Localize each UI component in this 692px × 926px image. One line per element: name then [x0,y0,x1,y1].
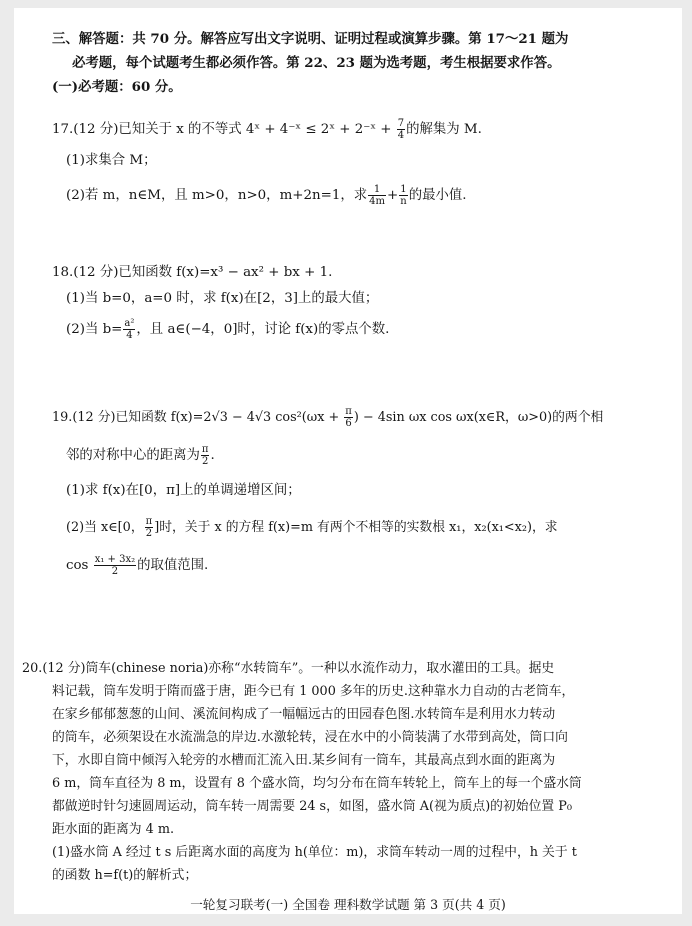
fraction-denominator: 2 [145,528,153,539]
fraction-numerator: x₁ + 3x₂ [94,554,136,565]
problem-19-part-2-text-end: 的取值范围. [137,558,209,573]
problem-18-stem: 18.(12 分)已知函数 f(x)=x³ − ax² + bx + 1. [52,265,333,280]
fraction-numerator: 1 [400,184,407,195]
problem-19-part-2-fraction [145,516,154,539]
problem-19-stem-line-2-end: . [210,448,215,463]
fraction-denominator: n [400,196,407,207]
problem-17-part-1: (1)求集合 M； [66,153,157,168]
required-section-label: (一)必考题：60 分。 [52,79,182,95]
fraction-numerator: π [201,444,209,455]
problem-17-part-2-text-end: 的最小值. [408,188,467,203]
fraction-numerator: 7 [397,118,405,129]
problem-19-part-2-continued [66,554,208,577]
problem-17-fraction [397,118,405,141]
problem-18-part-2-fraction [123,318,135,341]
fraction-denominator: 4 [126,330,133,341]
problem-20-line: 下，水即自筒中倾泻入轮旁的水槽而汇流入田.某乡间有一筒车，其最高点到水面的距离为 [52,753,556,768]
problem-19-stem-line-2-fraction [201,444,210,467]
problem-18-part-2-text-end: ，且 a∈(−4，0]时，讨论 f(x)的零点个数. [136,322,390,337]
problem-20-part-1: (1)盛水筒 A 经过 t s 后距离水面的高度为 h(单位：m)，求筒车转动一周的过程中，h 关于 t [52,845,577,860]
problem-20-part-1-continued: 的函数 h=f(t)的解析式； [52,868,198,883]
problem-19-part-2-text: (2)当 x∈[0， [66,520,144,535]
section-heading-line-1: 三、解答题：共 70 分。解答应写出文字说明、证明过程或演算步骤。第 17～21 题为 [52,31,569,47]
exam-page [14,8,682,914]
problem-20-line: 的筒车，必须架设在水流湍急的岸边.水激轮转，浸在水中的小筒装满了水带到高处，筒口向 [52,730,568,745]
problem-19-stem-fraction [344,406,353,429]
plus-sign: + [387,188,399,203]
problem-17-part-2-text: (2)若 m，n∈M，且 m>0，n>0，m+2n=1，求 [66,188,368,203]
problem-18-part-1: (1)当 b=0，a=0 时，求 f(x)在[2，3]上的最大值； [66,291,379,306]
problem-18-part-2-text: (2)当 b= [66,322,123,337]
problem-19-stem-text-end: ) − 4sin ωx cos ωx(x∈R，ω>0)的两个相 [353,410,604,425]
problem-19-part-2-fraction-2 [94,554,136,577]
problem-17-part-2-fraction-2 [399,184,407,207]
section-heading-line-2: 必考题，每个试题考生都必须作答。第 22、23 题为选考题，考生根据要求作答。 [72,55,561,71]
fraction-numerator: 1 [368,184,386,196]
fraction-denominator: 6 [345,418,352,429]
fraction-denominator: 4m [369,196,386,207]
fraction-denominator: 2 [111,566,119,577]
page-footer: 一轮复习联考(一) 全国卷 理科数学试题 第 3 页(共 4 页) [190,897,506,912]
problem-19-stem [52,406,603,429]
problem-20-line: 20.(12 分)筒车(chinese noria)亦称“水转筒车”。一种以水流作动力，取水灌田的工具。据史 [22,661,555,676]
fraction-denominator: 4 [397,130,405,141]
problem-19-part-2 [66,516,558,539]
fraction-numerator: a² [124,318,135,329]
problem-20-line: 料记载，筒车发明于隋而盛于唐，距今已有 1 000 多年的历史.这种靠水力自动的古老筒车， [52,684,575,699]
problem-20-line: 都做逆时针匀速圆周运动，筒车转一周需要 24 s，如图，盛水筒 A(视为质点)的初始位置 P₀ [52,799,572,814]
problem-17-part-2-fraction-1 [368,184,386,207]
problem-19-part-1: (1)求 f(x)在[0，π]上的单调递增区间； [66,483,301,498]
problem-20-line: 距水面的距离为 4 m. [52,822,175,837]
fraction-numerator: π [345,406,352,417]
problem-18-part-2 [66,318,389,341]
problem-19-stem-text: 19.(12 分)已知函数 f(x)=2√3 − 4√3 cos²(ωx + [52,410,344,425]
problem-17-stem [52,118,482,141]
problem-20-line: 6 m，筒车直径为 8 m，设置有 8 个盛水筒，均匀分布在筒车转轮上，筒车上的每一个盛水筒 [52,776,582,791]
problem-20-line: 在家乡郁郁葱葱的山间、溪流间构成了一幅幅远古的田园春色图.水转筒车是利用水力转动 [52,707,556,722]
problem-17-stem-text-end: 的解集为 M. [406,122,482,137]
problem-19-stem-line-2-text: 邻的对称中心的距离为 [66,448,200,463]
fraction-denominator: 2 [202,456,209,467]
problem-19-part-2-text-mid: ]时，关于 x 的方程 f(x)=m 有两个不相等的实数根 x₁，x₂(x₁<x₂)，求 [154,520,558,535]
cos-label: cos [66,558,89,573]
fraction-numerator: π [145,516,153,527]
problem-17-stem-text: 17.(12 分)已知关于 x 的不等式 4ˣ + 4⁻ˣ ≤ 2ˣ + 2⁻ˣ + [52,122,396,137]
problem-19-stem-line-2 [66,444,215,467]
problem-17-part-2 [66,184,467,207]
